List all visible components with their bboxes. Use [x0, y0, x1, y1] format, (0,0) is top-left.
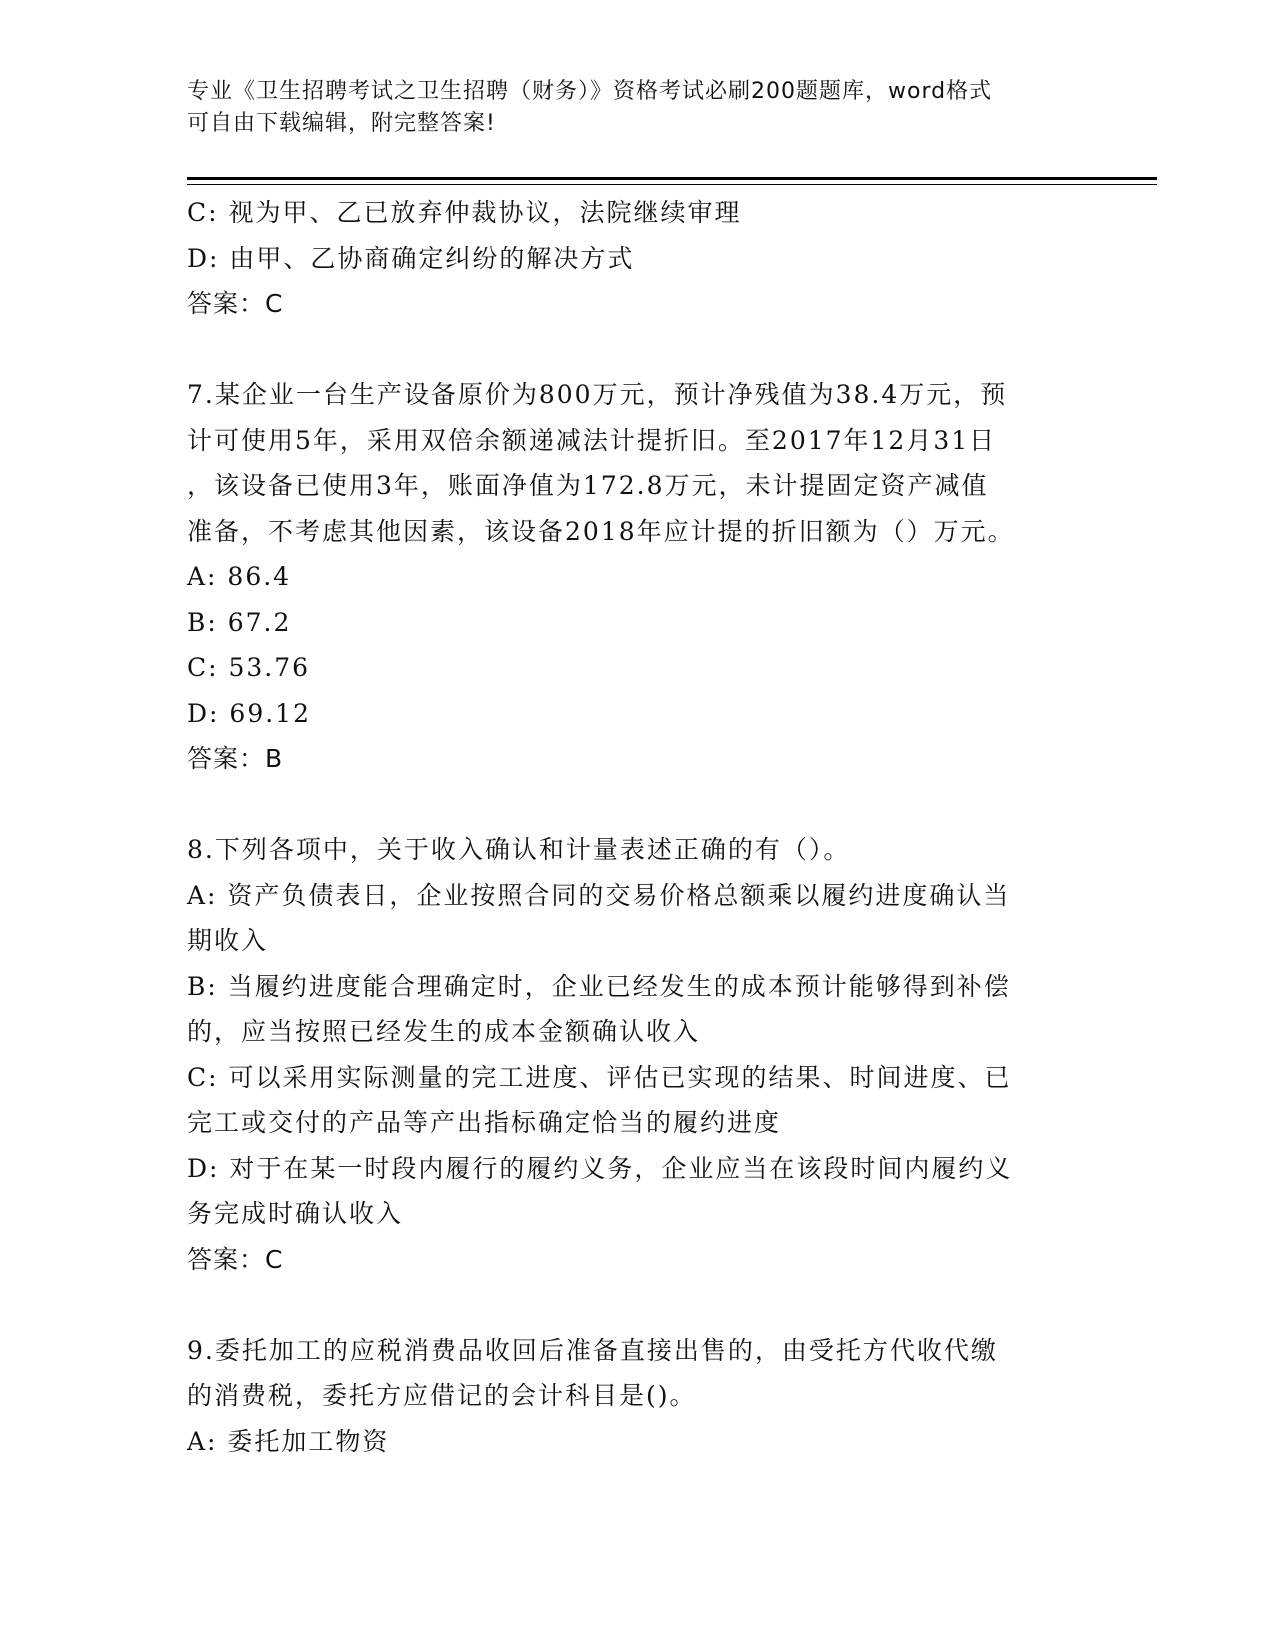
q8-option-d-line-2: 务完成时确认收入 [187, 1199, 404, 1228]
spacer [187, 782, 1072, 828]
q6-answer: 答案：C [187, 289, 284, 318]
q7-stem-line: 准备，不考虑其他因素，该设备2018年应计提的折旧额为（）万元。 [187, 516, 1015, 546]
q9-stem-line: 的消费税，委托方应借记的会计科目是()。 [187, 1381, 697, 1410]
spacer [187, 1282, 1072, 1328]
q7-stem-line: ，该设备已使用3年，账面净值为172.8万元，未计提固定资产减值 [187, 471, 989, 500]
q7-option-b: B: 67.2 [187, 607, 292, 637]
q7-stem-line: 7.某企业一台生产设备原价为800万元，预计净残值为38.4万元，预 [187, 380, 1008, 409]
document-header [187, 76, 1067, 140]
q6-option-c: C: 视为甲、乙已放弃仲裁协议，法院继续审理 [187, 198, 742, 227]
q9-option-a: A: 委托加工物资 [187, 1426, 390, 1456]
q8-option-d-line-1: D: 对于在某一时段内履行的履约义务，企业应当在该段时间内履约义 [187, 1153, 1013, 1183]
q7-option-d: D: 69.12 [187, 698, 311, 728]
q8-option-c-line-1: C: 可以采用实际测量的完工进度、评估已实现的结果、时间进度、已 [187, 1062, 1012, 1092]
q8-option-a-line-2: 期收入 [187, 926, 269, 955]
header-divider-thin [187, 184, 1157, 185]
q8-option-c-line-2: 完工或交付的产品等产出指标确定恰当的履约进度 [187, 1108, 782, 1137]
q8-option-b-line-2: 的，应当按照已经发生的成本金额确认收入 [187, 1017, 701, 1046]
header-title-line-1: 专业《卫生招聘考试之卫生招聘（财务）》资格考试必刷200题题库，word格式 [187, 79, 993, 104]
q8-option-a-line-1: A: 资产负债表日，企业按照合同的交易价格总额乘以履约进度确认当 [187, 880, 1011, 910]
question-9 [187, 1328, 1072, 1465]
q8-option-b-line-1: B: 当履约进度能合理确定时，企业已经发生的成本预计能够得到补偿 [187, 971, 1011, 1001]
q6-option-d: D: 由甲、乙协商确定纠纷的解决方式 [187, 243, 635, 273]
question-7 [187, 372, 1072, 782]
q8-answer: 答案：C [187, 1244, 284, 1274]
question-6-tail [187, 190, 1072, 327]
q7-answer: 答案：B [187, 744, 284, 773]
q9-stem-line: 9.委托加工的应税消费品收回后准备直接出售的，由受托方代收代缴 [187, 1335, 998, 1365]
question-content [187, 190, 1072, 1464]
header-divider-thick [187, 177, 1157, 180]
q7-stem-line: 计可使用5年，采用双倍余额递减法计提折旧。至2017年12月31日 [187, 425, 997, 455]
q7-option-c: C: 53.76 [187, 653, 311, 682]
q7-option-a: A: 86.4 [187, 562, 292, 591]
spacer [187, 327, 1072, 373]
header-title-line-2: 可自由下载编辑，附完整答案! [187, 111, 496, 136]
question-8 [187, 827, 1072, 1282]
q8-stem: 8.下列各项中，关于收入确认和计量表述正确的有（）。 [187, 835, 851, 864]
